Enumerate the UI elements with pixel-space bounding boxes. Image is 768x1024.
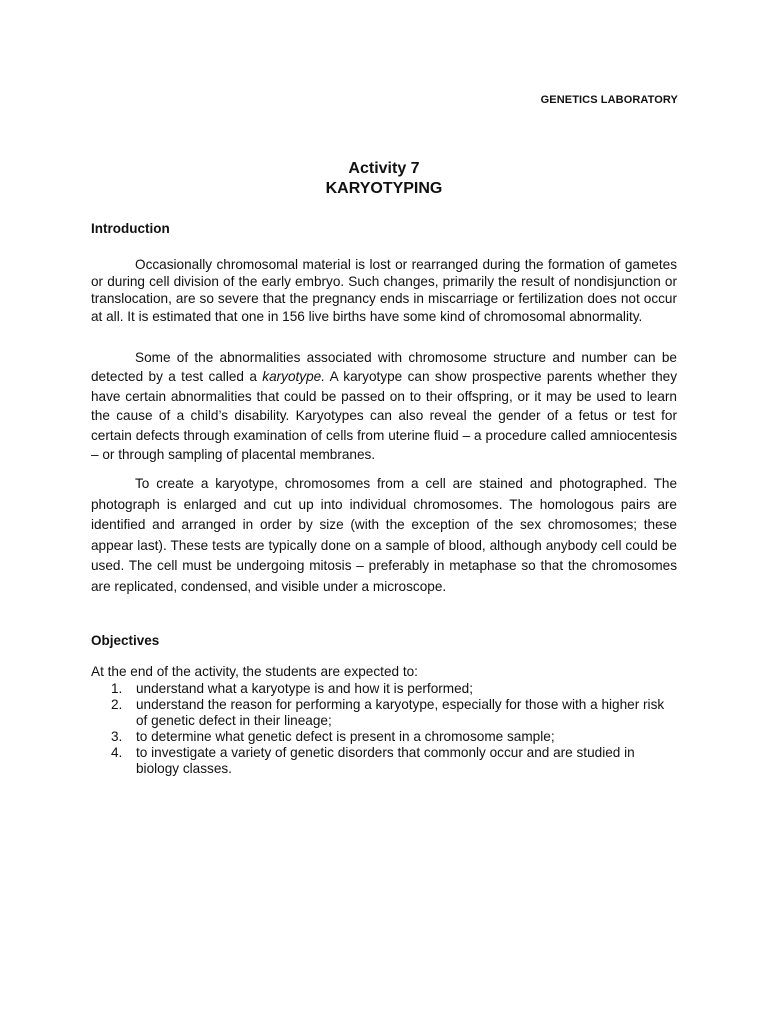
objective-text: to determine what genetic defect is present in a chromosome sample; [136, 729, 555, 744]
objective-number: 2. [111, 697, 123, 712]
activity-title: KARYOTYPING [325, 180, 443, 197]
objective-item [91, 681, 677, 697]
objective-text: understand the reason for performing a karyotype, especially for those with a higher risk of genetic defect in their lineage; [136, 697, 665, 728]
intro-paragraph-1: Occasionally chromosomal material is lost or rearranged during the formation of gametes or during cell division of the early embryo. Such changes, primarily the result of nondisjunction or translocation, are so severe that the pregnancy ends in miscarriage or fertilization does not occur at all. It is estimated that one in 156 live births have some kind of chromosomal abnormality. [91, 257, 677, 324]
objective-number: 1. [111, 681, 123, 696]
objective-text: to investigate a variety of genetic disorders that commonly occur and are studied in biology classes. [136, 745, 635, 776]
objective-item [91, 745, 677, 777]
intro-paragraph-2-start: Some of the abnormalities associated with chromosome structure and number can be detected by a test called a [91, 350, 677, 385]
intro-paragraph-2 [91, 348, 677, 464]
intro-paragraph-2-rest: A karyotype can show prospective parents whether they have certain abnormalities that could be passed on to their offspring, or it may be used to learn the cause of a child’s disability. Karyotypes can also reveal the gender of a fetus or test for certain defects through examination of cells from uterine fluid – a procedure called amniocentesis – or through sampling of placental membranes. [91, 369, 678, 463]
karyotype-term: karyotype. [262, 369, 325, 385]
objective-item [91, 729, 677, 745]
objectives-list [91, 681, 677, 777]
intro-paragraph-3: To create a karyotype, chromosomes from a cell are stained and photographed. The photograph is enlarged and cut up into individual chromosomes. The homologous pairs are identified and arranged in order by size (with the exception of the sex chromosomes; these appear last). These tests are typically done on a sample of blood, although anybody cell could be used. The cell must be undergoing mitosis – preferably in metaphase so that the chromosomes are replicated, condensed, and visible under a microscope. [91, 476, 677, 594]
objective-number: 3. [111, 729, 123, 744]
introduction-heading: Introduction [91, 221, 170, 236]
objective-number: 4. [111, 745, 123, 760]
running-header: GENETICS LABORATORY [540, 94, 678, 106]
objective-text: understand what a karyotype is and how it is performed; [136, 681, 474, 696]
objectives-heading: Objectives [91, 633, 160, 648]
objectives-intro: At the end of the activity, the students are expected to: [91, 664, 418, 679]
title-block [0, 159, 768, 199]
activity-number: Activity 7 [348, 160, 420, 177]
objective-item [91, 697, 677, 729]
